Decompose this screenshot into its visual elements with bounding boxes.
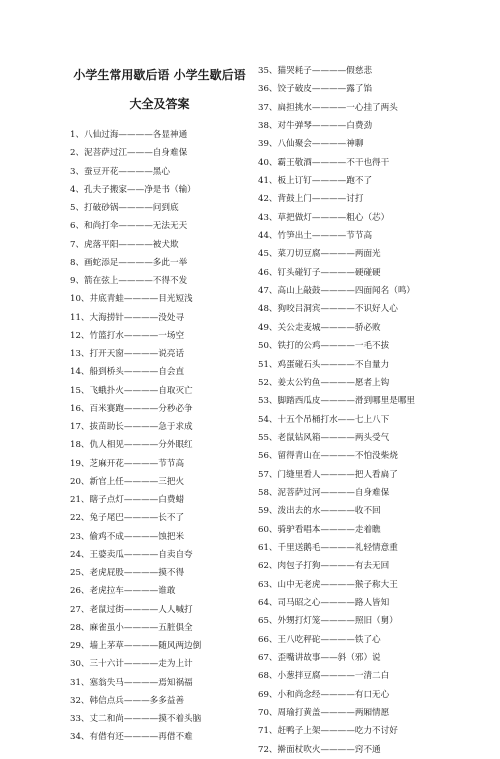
proverb-item: 8、画蛇添足————多此一举 (70, 257, 188, 268)
proverb-item: 58、泥菩萨过河————自身难保 (258, 487, 390, 498)
proverb-item: 34、有借有还————再借不难 (70, 732, 193, 743)
proverb-item: 10、井底青蛙————目光短浅 (70, 294, 193, 305)
proverb-item: 42、背鼓上门————讨打 (258, 194, 364, 205)
proverb-item: 30、三十六计————走为上计 (70, 659, 193, 670)
proverb-item: 31、塞翁失马————焉知祸福 (70, 677, 193, 688)
proverb-item: 5、打破砂锅————问到底 (70, 203, 179, 213)
document-title-line-2: 大全及答案 (129, 97, 190, 111)
proverb-item: 44、竹笋出土————节节高 (258, 231, 373, 242)
proverb-item: 1、八仙过海————各显神通 (70, 130, 188, 140)
proverb-item: 48、狗咬吕洞宾————不识好人心 (258, 304, 398, 315)
proverb-item: 29、墙上茅草————随风两边倒 (70, 641, 202, 651)
proverb-item: 62、肉包子打狗————有去无回 (258, 561, 390, 572)
proverb-item: 22、兔子尾巴————长不了 (70, 513, 185, 524)
proverb-item: 71、赶鸭子上架————吃力不讨好 (258, 726, 398, 737)
proverb-item: 9、箭在弦上————不得不发 (70, 276, 188, 286)
proverb-item: 61、千里送鹅毛————礼轻情意重 (258, 542, 398, 553)
proverb-item: 27、老鼠过街————人人喊打 (70, 604, 193, 615)
proverb-item: 41、板上订钉————跑不了 (258, 176, 373, 187)
proverb-item: 17、拔苗助长————急于求成 (70, 422, 193, 432)
proverb-item: 37、扁担挑水————一心挂了两头 (258, 102, 398, 113)
proverb-item: 12、竹篮打水————一场空 (70, 330, 185, 341)
proverb-item: 54、十五个吊桶打水——七上八下 (258, 414, 390, 425)
proverb-item: 26、老虎拉车————谁敢 (70, 586, 176, 597)
proverb-item: 68、小葱拌豆腐————一清二白 (258, 671, 390, 682)
proverb-item: 33、丈二和尚————摸不着头脑 (70, 714, 202, 724)
proverb-list-right (258, 62, 498, 759)
proverb-item: 36、饺子破皮————露了馅 (258, 84, 373, 95)
proverb-item: 25、老虎屁股————摸不得 (70, 568, 185, 578)
proverb-item: 2、泥菩萨过江———自身难保 (70, 148, 188, 159)
proverb-item: 14、船到桥头————自会直 (70, 367, 185, 378)
proverb-item: 28、麻雀虽小————五脏俱全 (70, 622, 193, 633)
proverb-item: 66、王八吃秤砣————铁了心 (258, 634, 381, 645)
proverb-item: 59、泼出去的水————收不回 (258, 506, 381, 517)
proverb-item: 20、新官上任————三把火 (70, 476, 185, 487)
proverb-item: 6、和尚打伞————无法无天 (70, 221, 188, 232)
proverb-list-left (70, 126, 260, 747)
proverb-item: 49、关公走麦城————骄必败 (258, 322, 381, 333)
proverb-item: 56、留得青山在————不怕没柴烧 (258, 451, 398, 462)
proverb-item: 24、王婆卖瓜————自卖自夸 (70, 549, 193, 560)
proverb-item: 52、姜太公钓鱼————愿者上钩 (258, 377, 390, 388)
proverb-item: 69、小和尚念经————有口无心 (258, 689, 390, 700)
proverb-item: 38、对牛弹琴————白费劲 (258, 121, 373, 132)
proverb-item: 4、孔夫子搬家——净是书（输） (70, 184, 196, 195)
proverb-item: 57、门缝里看人————把人看扁了 (258, 469, 398, 480)
proverb-item: 19、芝麻开花————节节高 (70, 458, 185, 469)
proverb-item: 15、飞蛾扑火————自取灭亡 (70, 385, 193, 396)
proverb-item: 40、霸王敬酒————不干也得干 (258, 157, 390, 168)
proverb-item: 3、蚕豆开花————黑心 (70, 166, 170, 177)
proverb-item: 53、脚踏西瓜皮————滑到哪里是哪里 (258, 396, 416, 407)
proverb-item: 43、草把做灯————粗心（芯） (258, 212, 390, 223)
proverb-item: 55、老鼠钻风箱————两头受气 (258, 432, 390, 443)
proverb-item: 7、虎落平阳————被犬欺 (70, 239, 179, 250)
proverb-item: 39、八仙聚会————神聊 (258, 139, 364, 150)
proverb-item: 45、菜刀切豆腐————两面光 (258, 249, 381, 260)
proverb-item: 65、外甥打灯笼————照旧（舅） (258, 616, 398, 627)
proverb-item: 23、偷鸡不成————蚀把米 (70, 531, 185, 542)
proverb-item: 63、山中无老虎————猴子称大王 (258, 579, 398, 590)
proverb-item: 64、司马昭之心————路人皆知 (258, 597, 390, 608)
document-title-line-1: 小学生常用歇后语 小学生歇后语 (73, 68, 246, 82)
proverb-item: 47、高山上敲鼓————四面闻名（鸣） (258, 286, 416, 297)
proverb-item: 60、骑驴看唱本————走着瞧 (258, 524, 381, 535)
proverb-item: 16、百米赛跑————分秒必争 (70, 403, 193, 414)
proverb-item: 70、周瑜打黄盖————两厢情愿 (258, 708, 390, 719)
proverb-item: 32、韩信点兵———多多益善 (70, 695, 185, 706)
proverb-item: 13、打开天窗————说亮话 (70, 349, 185, 359)
proverb-item: 21、瞎子点灯————白费蜡 (70, 495, 185, 505)
proverb-item: 46、钉头碰钉子————硬碰硬 (258, 267, 381, 278)
proverb-item: 72、擀面杖吹火————窍不通 (258, 744, 381, 755)
proverb-item: 67、歪嘴讲故事——斜（邪）说 (258, 653, 381, 663)
proverb-item: 51、鸡蛋碰石头————不自量力 (258, 359, 390, 370)
proverb-item: 35、猫哭耗子————假慈悲 (258, 66, 373, 76)
proverb-item: 11、大海捞针————没处寻 (70, 312, 185, 323)
proverb-item: 50、铁打的公鸡————一毛不拔 (258, 341, 390, 352)
proverb-item: 18、仇人相见————分外眼红 (70, 440, 193, 451)
